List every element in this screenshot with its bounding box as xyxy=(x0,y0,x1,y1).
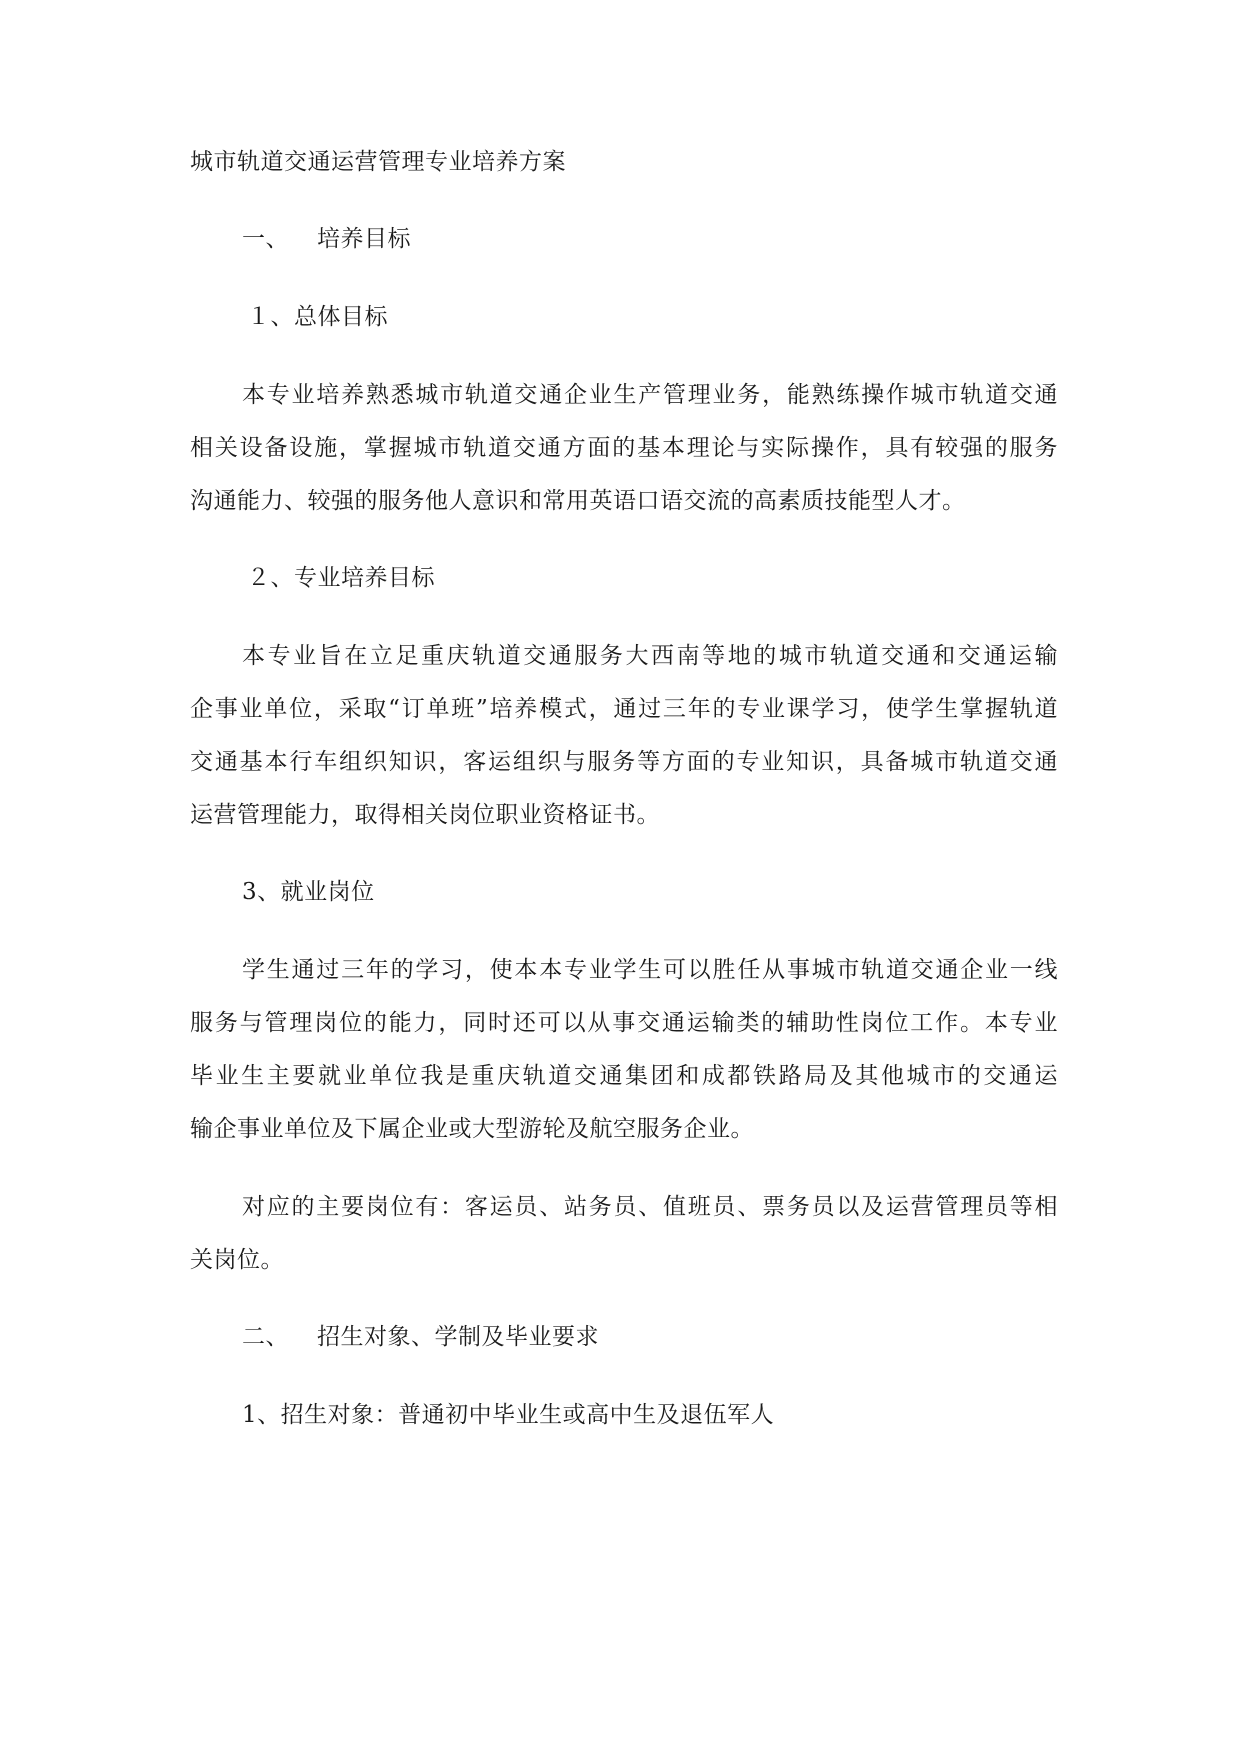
section-1-number: 一、 xyxy=(242,226,289,252)
paragraph-line: 本专业旨在立足重庆轨道交通服务大西南等地的城市轨道交通和交通运输 xyxy=(242,643,1058,669)
paragraph-line: 企事业单位，采取“订单班”培养模式，通过三年的专业课学习，使学生掌握轨道 xyxy=(190,696,1058,722)
section-1-heading xyxy=(242,224,411,254)
paragraph-line: 学生通过三年的学习，使本本专业学生可以胜任从事城市轨道交通企业一线 xyxy=(242,957,1058,983)
paragraph-line: 运营管理能力，取得相关岗位职业资格证书。 xyxy=(190,802,660,828)
section-2-title: 招生对象、学制及毕业要求 xyxy=(317,1324,599,1350)
document-title: 城市轨道交通运营管理专业培养方案 xyxy=(190,149,566,175)
paragraph-line: 本专业培养熟悉城市轨道交通企业生产管理业务，能熟练操作城市轨道交通 xyxy=(242,382,1058,408)
section-1-title: 培养目标 xyxy=(317,226,411,252)
paragraph-line: 输企事业单位及下属企业或大型游轮及航空服务企业。 xyxy=(190,1116,754,1142)
section-2-heading xyxy=(242,1322,599,1352)
paragraph-line: 交通基本行车组织知识，客运组织与服务等方面的专业知识，具备城市轨道交通 xyxy=(190,749,1058,775)
subsection-3-heading: 3、就业岗位 xyxy=(242,879,375,905)
paragraph-line: 关岗位。 xyxy=(190,1247,284,1273)
paragraph-line: 服务与管理岗位的能力，同时还可以从事交通运输类的辅助性岗位工作。本专业 xyxy=(190,1010,1058,1036)
section-2-number: 二、 xyxy=(242,1324,289,1350)
paragraph-line: 相关设备设施，掌握城市轨道交通方面的基本理论与实际操作，具有较强的服务 xyxy=(190,435,1058,461)
paragraph-line: 沟通能力、较强的服务他人意识和常用英语口语交流的高素质技能型人才。 xyxy=(190,488,966,514)
subsection-2-heading: ２、专业培养目标 xyxy=(247,565,435,591)
enrollment-item: 1、招生对象：普通初中毕业生或高中生及退伍军人 xyxy=(242,1402,775,1428)
paragraph-line: 对应的主要岗位有：客运员、站务员、值班员、票务员以及运营管理员等相 xyxy=(242,1194,1058,1220)
subsection-1-heading: １、总体目标 xyxy=(247,304,388,330)
paragraph-line: 毕业生主要就业单位我是重庆轨道交通集团和成都铁路局及其他城市的交通运 xyxy=(190,1063,1058,1089)
